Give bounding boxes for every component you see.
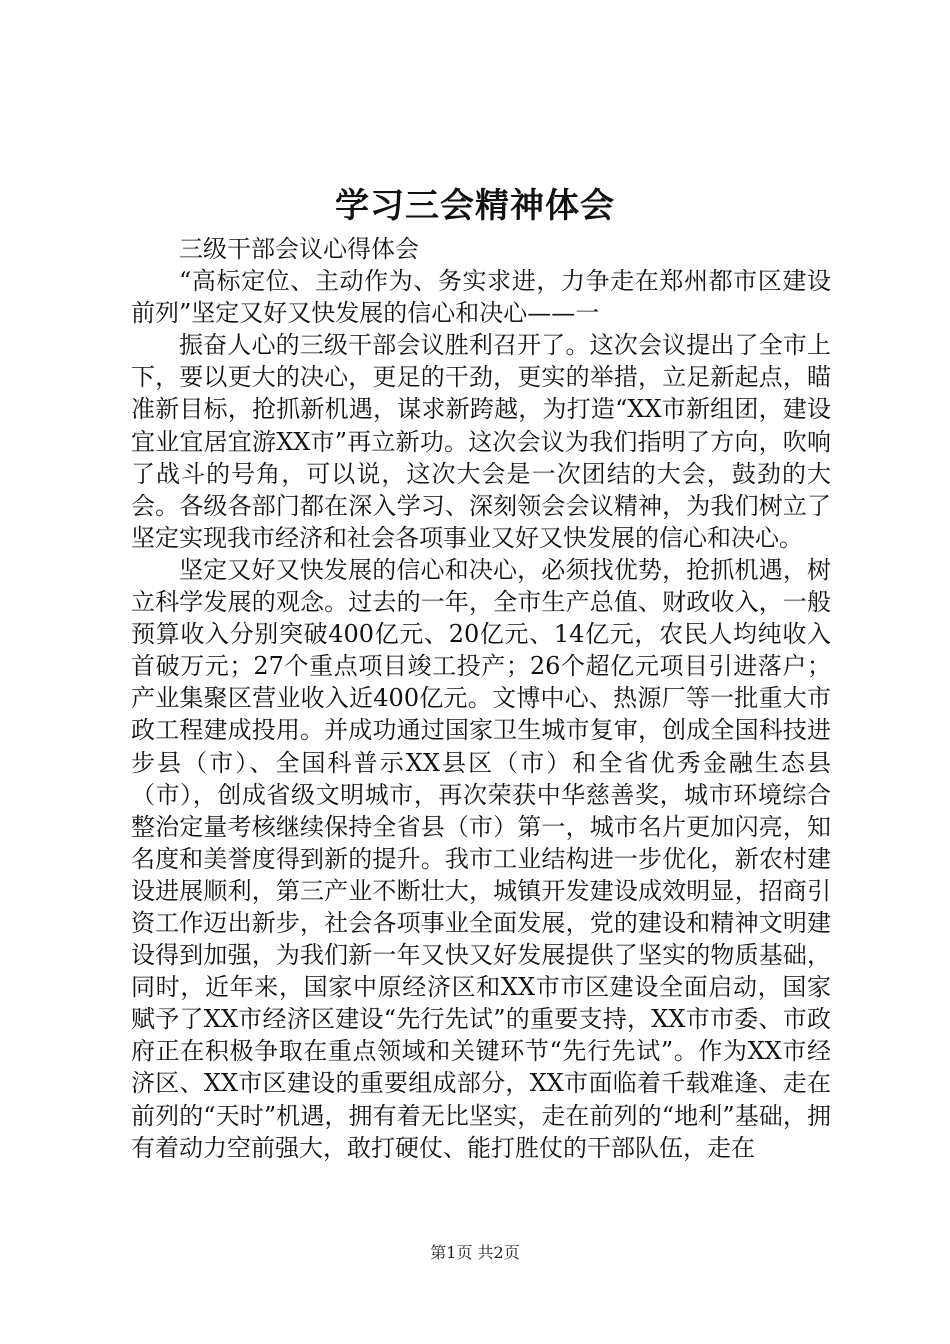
theme-paragraph: “高标定位、主动作为、务实求进，力争走在郑州都市区建设前列”坚定又好又快发展的信心和决心——一	[131, 267, 831, 328]
document-body	[131, 233, 831, 1164]
document-title: 学习三会精神体会	[335, 186, 615, 226]
page-footer: 第1页 共2页	[430, 1243, 520, 1262]
body-paragraph: 坚定又好又快发展的信心和决心，必须找优势，抢抓机遇，树立科学发展的观念。过去的一年，全市生产总值、财政收入，一般预算收入分别突破400亿元、20亿元、14亿元，农民人均纯收入首破万元；27个重点项目竣工投产；26个超亿元项目引进落户；产业集聚区营业收入近400亿元。文博中心、热源厂等一批重大市政工程建成投用。并成功通过国家卫生城市复审，创成全国科技进步县（市）、全国科普示XX县区（市）和全省优秀金融生态县（市），创成省级文明城市，再次荣获中华慈善奖，城市环境综合整治定量考核继续保持全省县（市）第一，城市名片更加闪亮，知名度和美誉度得到新的提升。我市工业结构进一步优化，新农村建设进展顺利，第三产业不断壮大，城镇开发建设成效明显，招商引资工作迈出新步，社会各项事业全面发展，党的建设和精神文明建设得到加强，为我们新一年又快又好发展提供了坚实的物质基础，同时，近年来，国家中原经济区和XX市市区建设全面启动，国家赋予了XX市经济区建设“先行先试”的重要支持，XX市市委、市政府正在积极争取在重点领域和关键环节“先行先试”。作为XX市经济区、XX市区建设的重要组成部分，XX市面临着千载难逢、走在前列的“天时”机遇，拥有着无比坚实，走在前列的“地利”基础，拥有着动力空前强大，敢打硬仗、能打胜仗的干部队伍，走在	[131, 555, 831, 1162]
body-paragraph: 振奋人心的三级干部会议胜利召开了。这次会议提出了全市上下，要以更大的决心，更足的干劲，更实的举措，立足新起点，瞄准新目标，抢抓新机遇，谋求新跨越，为打造“XX市新组团，建设宜业宜居宜游XX市”再立新功。这次会议为我们指明了方向，吹响了战斗的号角，可以说，这次大会是一次团结的大会，鼓劲的大会。各级各部门都在深入学习、深刻领会会议精神，为我们树立了坚定实现我市经济和社会各项事业又好又快发展的信心和决心。	[131, 331, 831, 552]
subtitle-paragraph: 三级干部会议心得体会	[179, 235, 419, 263]
